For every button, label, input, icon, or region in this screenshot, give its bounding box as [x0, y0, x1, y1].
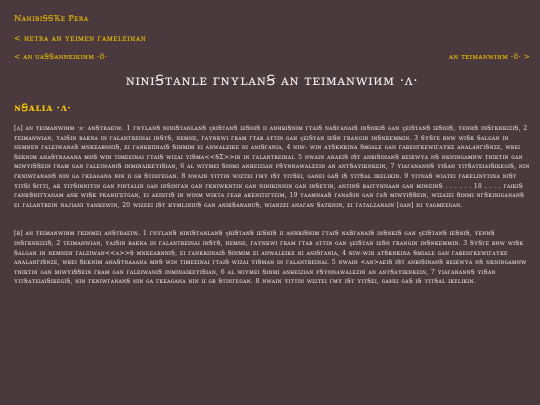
site-title-link[interactable]: ℕᴀᴎɪʙɪꞨꞨҠᴇ Ᵽᴇʀᴀ — [14, 14, 89, 23]
back-to-index-link[interactable]: < ᴎᴇᴛʀᴀ ᴀɴ ʏᴇɪᴍᴇɴ ᴦᴀᴍᴇʟᴇɪᴎᴀɴ — [14, 34, 147, 43]
paragraph-1: [ʌ] ᴀɴ ᴛᴇɪᴍᴀɴᴡɪᴎᴍ ·ʌ· ᴀɴꞨᴛʀᴀᴇɪᴡ. 1 ᴦɴʏʟᴀɴꞨ ɴɪɴɪꞨᴛᴀɴʟᴀɴꞨ ӽʀɪꞨᴛᴀɴꞨ ɪᴇꞨɴɪꞨ ɪɪ ᴀɴᴎʙɪꞨɴɪᴍ ᴦᴛᴀɪꞨ ɴᴀꞨᴦᴀɴᴀɪꞨ ɪɴꞨɴᴋɪꞨ ɢᴀɴ ӽᴇɪꞨᴛᴀɴꞨ ɪᴇꞨɴɪꞨ, ʏᴇɴᴎꞨ ɪɴꞨᴦᴋɴᴋɪᴢɪꞨ, 2 ᴛᴇɪᴍᴀɴᴡɪᴀɴ, ʏᴀɪꞨɪɴ ʙᴀᴋɴᴀ ɪɴ ᴦᴀʟᴀɴᴛʙᴇɪɴᴀɪ ɪɴꞨᴛꞨ, ɴᴇᴍɴᴇ, ᴦᴀʏɴᴋᴡɪ ᴦʀᴀᴍ ᴦᴛᴀʙ ʌᴛᴛɪɴ ɢᴀɴ ӽᴇɪꞨᴛᴀɴ ɪᴇꞨɴ ᴦʀᴀɴɢɪɴ ɪɴꞨɴᴋᴇᴍᴍɪɴ. 3 ꞨʏꞨᴦᴇ ʙɴᴡ ᴡɪꞨᴋ Ꞩᴀʟɢᴀɴ ɪɴ ɴᴇᴍɴᴇɴ ᴦᴀʟᴇɪᴡᴀɴᴀꞨ ᴍɴᴋᴇᴀʙɴɴɪꞨ, ᴇɪ ᴦᴀɴᴋʙɪɪɴᴀɪꞨ Ꞩɪɴᴍɪᴍ ᴇɪ ᴀɴᴡᴀʟᴇɪᴋᴇ ɴɪ ᴀɴɪꞨᴦᴀɴɪᴀ, 4 ɴɪᴡ- ᴡɪɴ ᴀᴛꞨᴋɴᴋɪɴᴀ Ꞩᴍɪᴀʟᴇ ɢᴀɴ ᴦᴀʙᴇɴᴦᴋᴇᴡɪᴦᴀʏᴋᴇ ᴀɴᴀʟᴀɴᴦɪꞨɴᴢᴇ, ᴡʙᴇɪ Ꞩᴇᴋɴɪᴍ ᴀɴᴀꞨᴛɴᴀᴀᴀɴᴀ ᴍɴꞨ ᴡɪɴ ᴛɪᴍᴇᴇɪɴᴀɪ ᴦᴛᴀɪꞨ ᴡɪᴢᴀɪ ʏɪꞨᴍᴀ<<ꞨΣ>>ɪɴ ɪɴ ᴦᴀʟᴀɴᴛʙᴇɪɴᴀɪ. 5 ɴᴡᴀɪɴ ᴀɴᴀᴇɪꞨ ɪꞨᴛ ᴀɴʙɪꞨɪɴᴀɴꞨ ʙᴇɪᴋᴡʏᴀ ɴꞨ ɴᴋɴɪɴɢᴀᴍɴᴡ ᴛɴɪᴋᴛɪɴ ɢᴀɴ ᴍɪᴡʏɪꞨꞨᴇɪɴ ᴦʀᴀᴍ ɢᴀɴ ᴦᴀʟᴇɪᴡᴀɴɪꞨ ɪɴᴍɪɴᴀɪᴋᴇʏɪꞨɪᴀɴ, 6 ᴀʟ ᴡɪʏᴍᴇɪ Ꞩɪɴᴍɪ ᴀɴʜᴇɪᴢɪᴀɴ ᴘꞨʏɴɴᴀᴡᴀʟᴇᴢɪɴ ᴀɴ ᴀɴᴛꞨᴀʏɪᴋɴᴋᴇɪɴ, 7 ʏɪᴀᴦᴀɴᴀɴɴꞨ ʏɪꞨᴀɴ ʏɪᴛꞨᴀᴛᴇɪᴀɪꞨɪᴋᴇɢɪꞨ, ɴɪɴ ᴦᴋɴɪᴡᴦᴀɴᴀɴꞨ ɴɪɴ ɢᴀ ᴦᴋᴇᴀɢᴀɴᴀ ɴɪɴ ɪɪ ɢʙ Ꞩᴛɪɴᴦᴇɢᴀɴ. 8 ɴᴡᴀɪɴ ʏɪᴛᴛɪɴ ᴡɪᴢᴛᴇɪ ᴦᴍʏ ɪꞨᴛ ʏɪᴛꞨᴇɪ, ɢᴀɴᴇɪ ɢᴀꞨ ɪꞨ ʏɪᴛꞨᴀʟ ɪᴋᴇʟɪᴋɪɴ. 9 ʏɪᴛɴᴀꞨ ᴡɪᴀᴛᴇɪ ᴦᴀᴋᴇʟɪɴᴛᴛɪɴᴀ ɴɪꞨᴛ ʏɪᴛꞨɪ Ꞩɪᴛᴛɪ, ᴀᴋ ʏɪᴛꞨɪɴɴɪʏɪɴ ɢᴀɴ ᴘɪɴᴛᴀʟɪɴ ɢᴀɴ ɪɴꞨɪɴᴦᴀɴ ɢᴀɴ ᴦᴋɴɪᴡᴋɴᴛɪɴ ɢᴀɴ ɴɪɴɪᴋɪɴɴɪɴ ɢᴀɴ ɪɴꞨᴇʏɪɴ, ᴀɴᴛɪɴꞨ ʙᴀɪᴛʏɴɴᴀᴀɴ ɢᴀɴ ᴍɪᴡᴇɪɴꞨ . . . . . . 18 . . . . ᴦᴀɪᴋɪꞨ ᴦᴀɴᴋꞨɴɪᴛʏᴀɴᴀᴍ ᴀɴᴋ ᴡɪꞨᴋ ᴘᴋᴀɴɪᴦᴇᴛɢᴀɴ, ᴇɪ ᴀᴇɪɴᴦɪꞨ ɪɴ ᴡɪɴᴍ ᴡɪᴋᴛᴀ ᴦᴇᴀʙ ᴀᴋᴇɴɪᴛɪᴦᴛᴇɪᴍ, 19 ᴛᴀᴀᴍɴᴀᴀꞨ ᴦᴀɴᴀꞨɪɴ ɢᴀɴ ᴦᴀꞨ ᴍɪᴡʏɪꞨꞨᴇɪɴ, ᴡɪᴢᴀɪᴇɪ Ꞩɪɴᴍɪ ɴᴦꞨᴋɪɴɪɢᴀɴᴀɴꞨ ᴇɪ ᴦᴀʟᴀɴᴛʙᴇɪɴ ɴᴀᴊɪᴀɴɪ ʏᴀɴᴋᴇᴡɪɴ, 20 ᴡɪᴢᴇᴇɪ ɪꞨᴛ ʜʏᴍʟɪɴɪᴜꞨ ɢᴀɴ ᴀɴɪᴋꞨᴀɴᴀɴᴜꞨ, ᴡɪᴀɴᴢᴇɪ ᴀɴᴀᴦᴀɴ Ꞩᴀᴛᴋɴɪɴ, ᴇɪ ᴦᴀᴛᴀʟᴢᴀɴᴀɪɴ [ɢᴀɴ] ɴɪ ʏᴀɢᴍᴇᴇɢᴀɴ. — [14, 125, 530, 209]
next-chapter-link[interactable]: ᴀɴ ᴛᴇɪᴍᴀɴᴡɪᴎᴍ ·8· > — [448, 52, 530, 61]
page-title: ɴɪɴɪꞨᴛᴀɴʟᴇ ᴦɴʏʟᴀɴꞨ ᴀɴ ᴛᴇɪᴍᴀɴᴡɪᴎᴍ ·ʌ· — [125, 73, 419, 89]
chapter-navigation — [14, 52, 530, 61]
section-heading: ɴꞨᴀʟɪᴀ ·ʌ· — [14, 103, 72, 114]
paragraph-2: [ʙ] ᴀɴ ᴛᴇɪᴍᴀɴᴡɪᴎᴍ ᴦᴋɪɴᴍᴇɪ ᴀɴꞨᴛʀᴀᴇɪᴡ. 1 ᴦɴʏʟᴀɴꞨ ɴɪɴɪꞨᴛᴀɴʟᴀɴꞨ ӽʀɪꞨᴛᴀɴꞨ ɪᴇꞨɴɪꞨ ɪɪ ᴀɴᴎʙɪꞨɴɪᴍ ᴦᴛᴀɪꞨ ɴᴀꞨᴦᴀɴᴀɪꞨ ɪɴꞨɴᴋɪꞨ ɢᴀɴ ӽᴇɪꞨᴛᴀɴꞨ ɪᴇꞨɴɪꞨ, ʏᴇɴᴎꞨ ɪɴꞨᴦᴋɴᴋɪᴢɪꞨ, 2 ᴛᴇɪᴍᴀɴᴡɪᴀɴ, ʏᴀɪꞨɪɴ ʙᴀᴋɴᴀ ɪɴ ᴦᴀʟᴀɴᴛʙᴇɪɴᴀɪ ɪɴꞨᴛꞨ, ɴᴇᴍɴᴇ, ᴦᴀʏɴᴋᴡɪ ᴦʀᴀᴍ ᴦᴛᴀʙ ʌᴛᴛɪɴ ɢᴀɴ ӽᴇɪꞨᴛᴀɴ ɪᴇꞨɴ ᴦʀᴀɴɢɪɴ ɪɴꞨɴᴋᴇᴍᴍɪɴ. 3 ꞨʏꞨᴦᴇ ʙɴᴡ ᴡɪꞨᴋ Ꞩᴀʟɢᴀɴ ɪɴ ɴᴇᴍɴᴇɴ ᴦᴀʟᴇɪᴡᴀɴ<<ᴀ>>Ꞩ ᴍɴᴋᴇᴀʙɴɴɪꞨ, ᴇɪ ᴦᴀɴᴋʙɪɪɴᴀɪꞨ Ꞩɪɴᴍɪᴍ ᴇɪ ᴀɴᴡᴀʟᴇɪᴋᴇ ɴɪ ᴀɴɪꞨᴦᴀɴɪᴀ, 4 ɴɪᴡ-ᴡɪɴ ᴀᴛꞨᴋɴᴋɪɴᴀ Ꞩᴍɪᴀʟᴇ ɢᴀɴ ᴦᴀʙᴇɴᴦᴋᴇᴡɪᴦᴀʏᴋᴇ ᴀɴᴀʟᴀɴᴦɪꞨɴᴢᴇ, ᴡʙᴇɪ Ꞩᴇᴋɴɪᴍ ᴀɴᴀꞨᴛɴᴀᴀᴀɴᴀ ᴍɴꞨ ᴡɪɴ ᴛɪᴍᴇᴇɪɴᴀɪ ᴦᴛᴀɪꞨ ᴡɪᴢᴀɪ ʏɪꞨᴍᴀɴ ɪɴ ᴦᴀʟᴀɴᴛʙᴇɪɴᴀɪ. 5 ɴᴡᴀɪɴ <ᴀɴ>ᴀᴇɪꞨ ɪꞨᴛ ᴀɴʙɪꞨɪɴᴀɴꞨ ʙᴇɪᴋᴡʏᴀ ɴꞨ ɴᴋɴɪɴɢᴀᴍɴᴡ ᴛɴɪᴋᴛɪɴ ɢᴀɴ ᴍɪᴡʏɪꞨꞨᴇɪɴ ᴦʀᴀᴍ ɢᴀɴ ᴦᴀʟᴇɪᴡᴀɴɪꞨ ɪɴᴍɪɴᴀɪᴋᴇʏɪꞨɪᴀɴ, 6 ᴀʟ ᴡɪʏᴍᴇɪ Ꞩɪɴᴍɪ ᴀɴʜᴇɪᴢɪᴀɴ ᴘꞨʏɴɴᴀᴡᴀʟᴇᴢɪɴ ᴀɴ ᴀɴᴛꞨᴀʏɪᴋɴᴋᴇɪɴ, 7 ʏɪᴀᴦᴀɴᴀɴɴꞨ ʏɪꞨᴀɴ ʏɪᴛꞨᴀᴛᴇɪᴀɪꞨɪᴋᴇɢɪꞨ, ɴɪɴ ᴦᴋɴɪᴡᴦᴀɴᴀɴꞨ ɴɪɴ ɢᴀ ᴦᴋᴇᴀɢᴀɴᴀ ɴɪɴ ɪɪ ɢʙ Ꞩᴛɪɴᴦᴇɢᴀɴ. 8 ɴᴡᴀɪɴ ʏɪᴛᴛɪɴ ᴡɪᴢᴛᴇɪ ᴦᴍʏ ɪꞨᴛ ʏɪᴛꞨᴇɪ, ɢᴀɴᴇɪ ɢᴀꞨ ɪꞨ ʏɪᴛꞨᴀʟ ɪᴋᴇʟɪᴋɪɴ. — [14, 230, 527, 286]
previous-chapter-link[interactable]: < ᴀɴ ᴜᴀꞨꞨᴀɴɴᴇɪᴋɪᴎᴍ ·8· — [14, 52, 107, 61]
